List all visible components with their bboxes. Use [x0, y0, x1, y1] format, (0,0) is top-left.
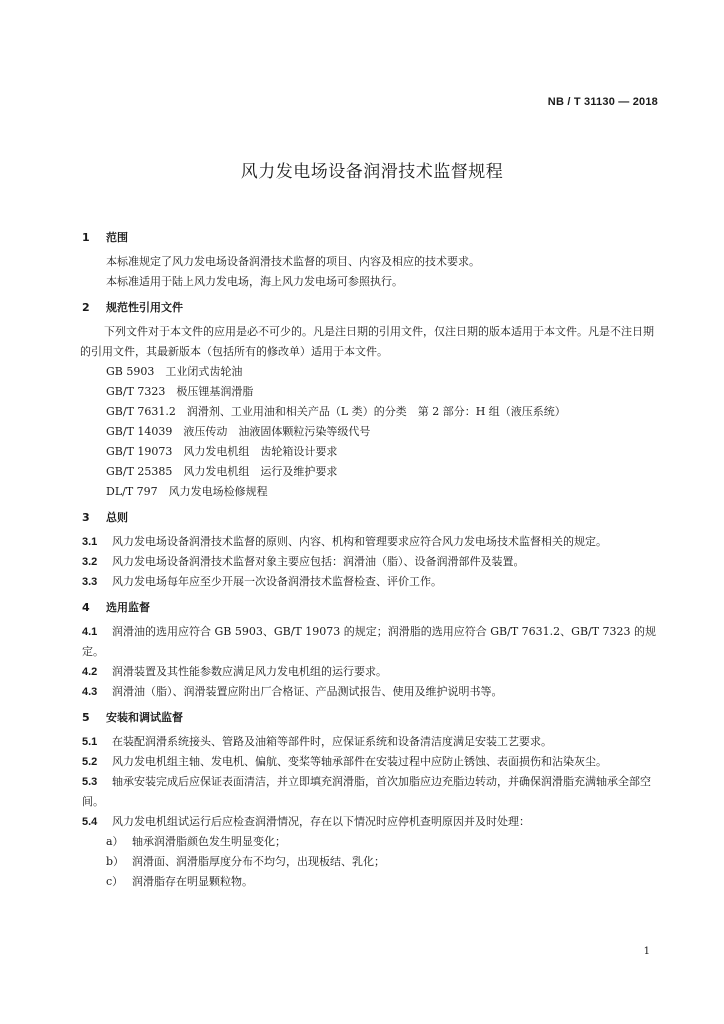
paragraph: 本标准规定了风力发电场设备润滑技术监督的项目、内容及相应的技术要求。: [106, 255, 480, 268]
document-title: 风力发电场设备润滑技术监督规程: [240, 162, 504, 182]
clause: 5.3 轴承安装完成后应保证表面清洁，并立即填充润滑脂，首次加脂应边充脂边转动，并确保润滑脂充满轴承全部空间。: [82, 775, 651, 808]
clause: 4.2 润滑装置及其性能参数应满足风力发电机组的运行要求。: [82, 665, 387, 678]
clause: 5.2 风力发电机组主轴、发电机、偏航、变桨等轴承部件在安装过程中应防止锈蚀、表面损伤和沾染灰尘。: [82, 755, 607, 768]
clause: 5.4 风力发电机组试运行后应检查润滑情况，存在以下情况时应停机查明原因并及时处理：: [82, 815, 530, 828]
standard-code: NB / T 31130 — 2018: [547, 96, 658, 108]
reference-item: GB/T 7323 极压锂基润滑脂: [106, 385, 254, 398]
reference-item: GB/T 25385 风力发电机组 运行及维护要求: [106, 465, 338, 478]
clause: 5.1 在装配润滑系统接头、管路及油箱等部件时，应保证系统和设备清洁度满足安装工艺要求。: [82, 735, 552, 748]
paragraph: 本标准适用于陆上风力发电场，海上风力发电场可参照执行。: [106, 275, 403, 288]
clause: 4.3 润滑油（脂）、润滑装置应附出厂合格证、产品测试报告、使用及维护说明书等。: [82, 685, 503, 698]
clause: 3.3 风力发电场每年应至少开展一次设备润滑技术监督检查、评价工作。: [82, 575, 442, 588]
section-heading-5: 5 安装和调试监督: [82, 711, 183, 724]
reference-item: GB/T 7631.2 润滑剂、工业用油和相关产品（L 类）的分类 第 2 部分：H 组（液压系统）: [106, 405, 566, 418]
clause: 3.1 风力发电场设备润滑技术监督的原则、内容、机构和管理要求应符合风力发电场技术监督相关的规定。: [82, 535, 607, 548]
clause: 4.1 润滑油的选用应符合 GB 5903、GB/T 19073 的规定；润滑脂的选用应符合 GB/T 7631.2、GB/T 7323 的规定。: [82, 625, 657, 658]
section-heading-1: 1 范围: [82, 231, 128, 244]
list-item: a） 轴承润滑脂颜色发生明显变化；: [106, 835, 286, 848]
list-item: b） 润滑面、润滑脂厚度分布不均匀，出现板结、乳化；: [106, 855, 385, 868]
reference-item: GB 5903 工业闭式齿轮油: [106, 365, 243, 378]
clause: 3.2 风力发电场设备润滑技术监督对象主要应包括：润滑油（脂）、设备润滑部件及装置。: [82, 555, 525, 568]
paragraph: 下列文件对于本文件的应用是必不可少的。凡是注日期的引用文件，仅注日期的版本适用于本文件。凡是不注日期的引用文件，其最新版本（包括所有的修改单）适用于本文件。: [80, 325, 654, 358]
section-heading-3: 3 总则: [82, 511, 128, 524]
reference-item: GB/T 14039 液压传动 油液固体颗粒污染等级代号: [106, 425, 371, 438]
page-number: 1: [643, 946, 650, 957]
list-item: c） 润滑脂存在明显颗粒物。: [106, 875, 253, 888]
section-heading-4: 4 选用监督: [82, 601, 150, 614]
reference-item: DL/T 797 风力发电场检修规程: [106, 485, 268, 498]
reference-item: GB/T 19073 风力发电机组 齿轮箱设计要求: [106, 445, 338, 458]
document-body: [82, 228, 662, 892]
section-heading-2: 2 规范性引用文件: [82, 301, 183, 314]
